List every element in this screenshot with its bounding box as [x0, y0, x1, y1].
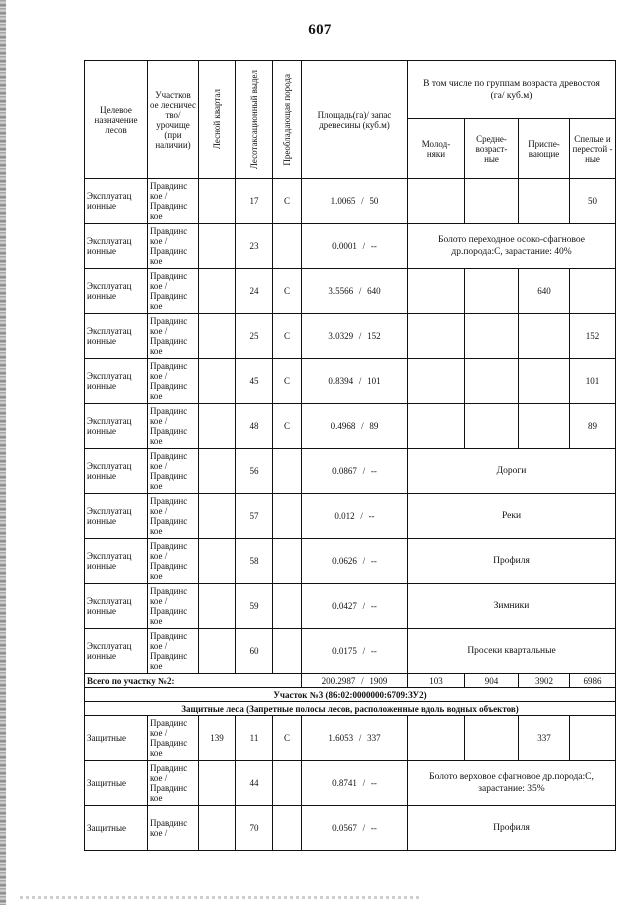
area-value: 0.0001 — [332, 241, 357, 251]
kvartal-cell — [199, 761, 236, 806]
note-cell: Просеки квартальные — [408, 629, 616, 674]
vydel-cell: 17 — [236, 179, 273, 224]
area-separator: / — [361, 196, 364, 206]
header-area: Площадь(га)/ запас древесины (куб.м) — [302, 61, 408, 179]
uchastok-cell: Правдинс кое / Правдинс кое — [148, 539, 199, 584]
stock-value: -- — [370, 241, 377, 251]
vydel-cell: 24 — [236, 269, 273, 314]
purpose-cell: Эксплуатац ионные — [85, 449, 148, 494]
uchastok-cell: Правдинс кое / Правдинс кое — [148, 584, 199, 629]
poroda-cell — [273, 539, 302, 584]
mature-cell: 50 — [570, 179, 616, 224]
purpose-cell: Эксплуатац ионные — [85, 269, 148, 314]
area-separator: / — [362, 556, 366, 566]
area-value: 3.5566 — [328, 286, 354, 296]
middle-cell — [465, 179, 519, 224]
uchastok-cell: Правдинс кое / Правдинс кое — [148, 716, 199, 761]
uchastok-cell: Правдинс кое / Правдинс кое — [148, 761, 199, 806]
purpose-cell: Эксплуатац ионные — [85, 314, 148, 359]
kvartal-cell — [199, 359, 236, 404]
mature-cell — [570, 269, 616, 314]
section-title: Участок №3 (86:02:0000000:6709:ЗУ2) — [85, 688, 616, 702]
poroda-cell — [273, 449, 302, 494]
stock-value: 1909 — [369, 675, 388, 686]
area-value: 0.4968 — [330, 421, 356, 431]
young-cell — [408, 404, 465, 449]
area-separator: / — [360, 511, 363, 521]
total-row — [85, 674, 616, 688]
total-label: Всего по участку №2: — [85, 674, 302, 688]
mature-cell: 101 — [570, 359, 616, 404]
area-separator: / — [358, 376, 362, 386]
uchastok-cell: Правдинс кое / Правдинс кое — [148, 314, 199, 359]
purpose-cell: Эксплуатац ионные — [85, 539, 148, 584]
area-cell — [302, 404, 408, 449]
stock-value: 101 — [367, 376, 381, 386]
stock-value: 640 — [367, 286, 381, 296]
ripening-cell: 640 — [519, 269, 570, 314]
vydel-cell: 70 — [236, 806, 273, 851]
kvartal-cell — [199, 584, 236, 629]
header-vydel: Лесотаксационный выдел — [236, 61, 273, 179]
middle-cell — [465, 716, 519, 761]
purpose-cell: Эксплуатац ионные — [85, 629, 148, 674]
vydel-cell: 48 — [236, 404, 273, 449]
table-row — [85, 359, 616, 404]
purpose-cell: Защитные — [85, 716, 148, 761]
vydel-cell: 11 — [236, 716, 273, 761]
stock-value: -- — [370, 778, 377, 788]
table-row — [85, 539, 616, 584]
vydel-cell: 57 — [236, 494, 273, 539]
area-cell — [302, 269, 408, 314]
area-cell — [302, 314, 408, 359]
table-row — [85, 494, 616, 539]
area-value: 0.0626 — [332, 556, 357, 566]
kvartal-cell — [199, 224, 236, 269]
table-row — [85, 761, 616, 806]
stock-value: 337 — [367, 733, 381, 743]
purpose-cell: Эксплуатац ионные — [85, 494, 148, 539]
note-cell: Зимники — [408, 584, 616, 629]
subsection-row — [85, 702, 616, 716]
kvartal-cell — [199, 539, 236, 584]
page-number: 607 — [308, 22, 332, 38]
vydel-cell: 44 — [236, 761, 273, 806]
table-row — [85, 806, 616, 851]
header-poroda: Преобладающая порода — [273, 61, 302, 179]
header-mature: Спелые и перестой - ные — [570, 119, 616, 179]
purpose-cell: Эксплуатац ионные — [85, 359, 148, 404]
poroda-cell — [273, 806, 302, 851]
table-row — [85, 584, 616, 629]
area-value: 0.0427 — [332, 601, 357, 611]
uchastok-cell: Правдинс кое / Правдинс кое — [148, 494, 199, 539]
header-young: Молод-няки — [408, 119, 465, 179]
ripening-cell — [519, 179, 570, 224]
area-cell — [302, 359, 408, 404]
purpose-cell: Эксплуатац ионные — [85, 179, 148, 224]
note-cell: Болото верховое сфагновое др.порода:С, зарастание: 35% — [408, 761, 616, 806]
purpose-cell: Эксплуатац ионные — [85, 404, 148, 449]
vydel-cell: 56 — [236, 449, 273, 494]
table-row — [85, 629, 616, 674]
area-separator: / — [362, 778, 366, 788]
note-cell: Профиля — [408, 539, 616, 584]
area-value: 1.6053 — [328, 733, 354, 743]
middle-cell — [465, 404, 519, 449]
table-row — [85, 269, 616, 314]
young-cell — [408, 716, 465, 761]
young-cell — [408, 269, 465, 314]
kvartal-cell — [199, 314, 236, 359]
middle-cell — [465, 269, 519, 314]
poroda-cell — [273, 584, 302, 629]
total-middle: 904 — [465, 674, 519, 688]
poroda-cell: С — [273, 314, 302, 359]
young-cell — [408, 179, 465, 224]
uchastok-cell: Правдинс кое / Правдинс кое — [148, 404, 199, 449]
middle-cell — [465, 314, 519, 359]
area-cell — [302, 761, 408, 806]
vydel-cell: 60 — [236, 629, 273, 674]
poroda-cell: С — [273, 359, 302, 404]
poroda-cell — [273, 629, 302, 674]
poroda-cell: С — [273, 269, 302, 314]
uchastok-cell: Правдинс кое / Правдинс кое — [148, 269, 199, 314]
purpose-cell: Эксплуатац ионные — [85, 584, 148, 629]
ripening-cell — [519, 314, 570, 359]
vydel-cell: 58 — [236, 539, 273, 584]
stock-value: -- — [370, 646, 377, 656]
area-value: 0.0567 — [332, 823, 357, 833]
poroda-cell: С — [273, 179, 302, 224]
scan-edge — [0, 0, 6, 905]
header-kvartal: Лесной квартал — [199, 61, 236, 179]
kvartal-cell — [199, 404, 236, 449]
header-ripening: Приспе-вающие — [519, 119, 570, 179]
forest-table — [84, 60, 616, 851]
stock-value: -- — [370, 823, 377, 833]
kvartal-cell — [199, 269, 236, 314]
area-separator: / — [358, 331, 362, 341]
table-row — [85, 449, 616, 494]
section-row — [85, 688, 616, 702]
table-row — [85, 314, 616, 359]
area-cell — [302, 179, 408, 224]
area-value: 1.0065 — [330, 196, 356, 206]
uchastok-cell: Правдинс кое / Правдинс кое — [148, 179, 199, 224]
area-value: 0.012 — [334, 511, 355, 521]
stock-value: -- — [370, 556, 377, 566]
area-separator: / — [362, 823, 366, 833]
mature-cell: 152 — [570, 314, 616, 359]
area-separator: / — [362, 601, 366, 611]
note-cell: Болото переходное осоко-сфагновое др.порода:С, зарастание: 40% — [408, 224, 616, 269]
area-separator: / — [358, 286, 362, 296]
area-cell — [302, 674, 408, 688]
area-value: 0.8394 — [328, 376, 354, 386]
kvartal-cell: 139 — [199, 716, 236, 761]
table-row — [85, 404, 616, 449]
stock-value: 50 — [369, 196, 379, 206]
stock-value: -- — [368, 511, 375, 521]
header-purpose: Целевое назначение лесов — [85, 61, 148, 179]
ripening-cell: 337 — [519, 716, 570, 761]
uchastok-cell: Правдинс кое / Правдинс кое — [148, 224, 199, 269]
area-separator: / — [362, 241, 366, 251]
kvartal-cell — [199, 179, 236, 224]
table-row — [85, 716, 616, 761]
scan-noise — [20, 896, 420, 899]
area-value: 3.0329 — [328, 331, 354, 341]
young-cell — [408, 359, 465, 404]
uchastok-cell: Правдинс кое / Правдинс кое — [148, 629, 199, 674]
table-row — [85, 224, 616, 269]
note-cell: Дороги — [408, 449, 616, 494]
header-middle: Средне-возраст-ные — [465, 119, 519, 179]
poroda-cell — [273, 494, 302, 539]
poroda-cell: С — [273, 716, 302, 761]
stock-value: 89 — [369, 421, 379, 431]
purpose-cell: Защитные — [85, 761, 148, 806]
area-value: 0.0867 — [332, 466, 357, 476]
uchastok-cell: Правдинс кое / — [148, 806, 199, 851]
young-cell — [408, 314, 465, 359]
area-separator: / — [358, 733, 362, 743]
area-value: 200.2987 — [321, 675, 356, 686]
area-separator: / — [361, 421, 364, 431]
header-uchastok: Участков ое лесничес тво/ урочище (при наличии) — [148, 61, 199, 179]
mature-cell: 89 — [570, 404, 616, 449]
table-row — [85, 179, 616, 224]
area-cell — [302, 224, 408, 269]
area-cell — [302, 584, 408, 629]
area-separator: / — [362, 466, 366, 476]
table-body — [85, 179, 616, 851]
kvartal-cell — [199, 449, 236, 494]
vydel-cell: 45 — [236, 359, 273, 404]
ripening-cell — [519, 359, 570, 404]
stock-value: -- — [370, 466, 377, 476]
area-cell — [302, 806, 408, 851]
header-age-groups: В том числе по группам возраста древостоя (га/ куб.м) — [408, 61, 616, 119]
total-ripening: 3902 — [519, 674, 570, 688]
poroda-cell — [273, 761, 302, 806]
kvartal-cell — [199, 629, 236, 674]
area-value: 0.0175 — [332, 646, 357, 656]
vydel-cell: 25 — [236, 314, 273, 359]
stock-value: 152 — [367, 331, 381, 341]
area-cell — [302, 539, 408, 584]
purpose-cell: Эксплуатац ионные — [85, 224, 148, 269]
area-cell — [302, 629, 408, 674]
note-cell: Реки — [408, 494, 616, 539]
stock-value: -- — [370, 601, 377, 611]
poroda-cell — [273, 224, 302, 269]
kvartal-cell — [199, 806, 236, 851]
mature-cell — [570, 716, 616, 761]
uchastok-cell: Правдинс кое / Правдинс кое — [148, 359, 199, 404]
uchastok-cell: Правдинс кое / Правдинс кое — [148, 449, 199, 494]
area-cell — [302, 716, 408, 761]
poroda-cell: С — [273, 404, 302, 449]
middle-cell — [465, 359, 519, 404]
area-cell — [302, 494, 408, 539]
area-separator: / — [362, 646, 366, 656]
vydel-cell: 59 — [236, 584, 273, 629]
area-cell — [302, 449, 408, 494]
kvartal-cell — [199, 494, 236, 539]
area-separator: / — [361, 675, 364, 686]
total-young: 103 — [408, 674, 465, 688]
ripening-cell — [519, 404, 570, 449]
subsection-title: Защитные леса (Запретные полосы лесов, расположенные вдоль водных объектов) — [85, 702, 616, 716]
purpose-cell: Защитные — [85, 806, 148, 851]
vydel-cell: 23 — [236, 224, 273, 269]
note-cell: Профиля — [408, 806, 616, 851]
area-value: 0.8741 — [332, 778, 357, 788]
total-mature: 6986 — [570, 674, 616, 688]
